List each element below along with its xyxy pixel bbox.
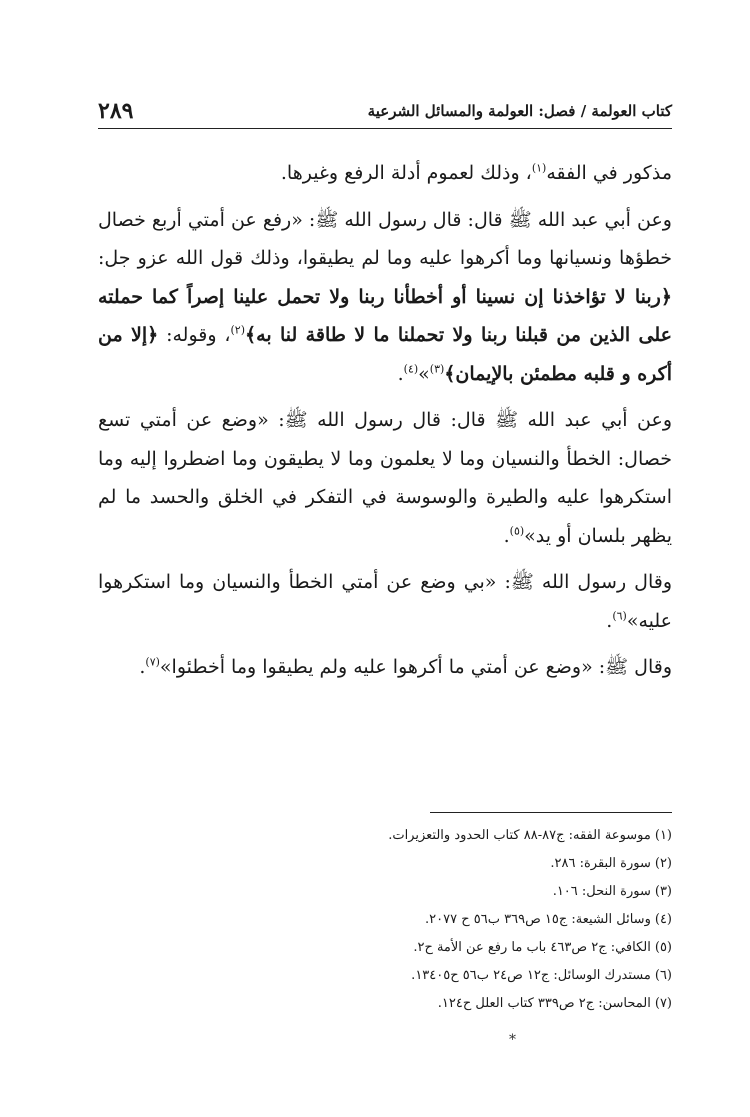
footnote-item [98,878,672,906]
text-run: وعن أبي عبد الله ﷺ قال: قال رسول الله ﷺ: «رفع عن أمتي أربع خصال خطؤها ونسيانها وما أكرهوا عليه وما لم يطيقوا، وذلك قول الله عزو جل: [98,208,672,269]
running-header-title: كتاب العولمة / فصل: العولمة والمسائل الشرعية [367,102,672,120]
text-run: . [139,656,146,678]
paragraph-1 [98,154,672,193]
footnote-ref-4[interactable]: (٤) [403,362,419,376]
paragraph-5 [98,648,672,687]
footnote-number: (٦) [654,968,672,983]
text-run: مذكور في الفقه [546,162,672,184]
paragraph-3 [98,401,672,555]
footnote-ref-6[interactable]: (٦) [612,609,627,623]
footnote-item [98,934,672,962]
main-text [98,154,672,687]
text-run: وقال ﷺ: «وضع عن أمتي ما أكرهوا عليه ولم يطيقوا وما أخطئوا» [159,656,672,678]
page-number: ٢٨٩ [98,98,134,124]
footnote-text: الكافي: ج٢ ص٤٦٣ باب ما رفع عن الأمة ح٢. [413,940,651,955]
footnote-text: موسوعة الفقه: ج٨٧-٨٨ كتاب الحدود والتعزيرات. [388,828,651,843]
text-run: » [418,362,430,385]
text-run: وعن أبي عبد الله ﷺ قال: قال رسول الله ﷺ: «وضع عن أمتي تسع خصال: الخطأ والنسيان وما لا يعلمون وما لا يطيقون وما اضطروا إليه وما استكرهوا عليه والطيرة والوسوسة في التفكر في الخلق والحسد ما لم يظهر بلسان أو يد» [98,409,672,547]
paragraph-2 [98,201,672,394]
footnote-ref-5[interactable]: (٥) [509,524,525,538]
text-run: . [606,609,613,632]
footnote-number: (٢) [654,856,672,871]
footnote-item [98,850,672,878]
footnote-number: (١) [654,828,672,843]
footnote-text: المحاسن: ج٢ ص٣٣٩ كتاب العلل ح١٢٤. [437,996,651,1011]
text-run: ، وذلك لعموم أدلة الرفع وغيرها. [280,162,532,184]
footnote-ref-3[interactable]: (٣) [429,362,445,376]
footnote-number: (٣) [654,884,672,899]
text-run: . [397,362,404,385]
footnote-text: سورة البقرة: ٢٨٦. [550,856,651,871]
footnote-item [98,990,672,1018]
footnote-text: سورة النحل: ١٠٦. [552,884,651,899]
paragraph-4 [98,563,672,640]
quran-verse: ﴿ربنا لا تؤاخذنا إن نسينا أو أخطأنا ربنا ولا تحمل علينا إصراً كما حملته على الذين من قبلنا ربنا ولا تحملنا ما لا طاقة لنا به﴾ [98,285,672,346]
footnote-number: (٥) [654,940,672,955]
text-run: ، وقوله: [158,324,231,346]
header-divider [98,128,672,129]
footnote-divider [430,812,672,813]
footnote-item [98,962,672,990]
footnote-ref-7[interactable]: (٧) [145,655,160,669]
text-run: وقال رسول الله ﷺ: «بي وضع عن أمتي الخطأ والنسيان وما استكرهوا عليه» [98,571,672,632]
end-mark: * [509,1032,516,1048]
footnote-number: (٧) [654,996,672,1011]
footnotes [98,822,672,1018]
footnote-ref-2[interactable]: (٢) [230,323,245,337]
footnote-ref-1[interactable]: (١) [531,161,547,175]
quran-verse: ﴿إلا من أكره و قلبه مطمئن بالإيمان﴾ [98,324,672,385]
footnote-number: (٤) [654,912,672,927]
footnote-text: مستدرك الوسائل: ج١٢ ص٢٤ ب٥٦ ح١٣٤٠٥. [411,968,651,983]
footnote-item [98,822,672,850]
footnote-text: وسائل الشيعة: ج١٥ ص٣٦٩ ب٥٦ ح ٢٠٧٧. [425,912,651,927]
text-run: . [503,524,510,547]
running-header [98,94,672,128]
footnote-item [98,906,672,934]
